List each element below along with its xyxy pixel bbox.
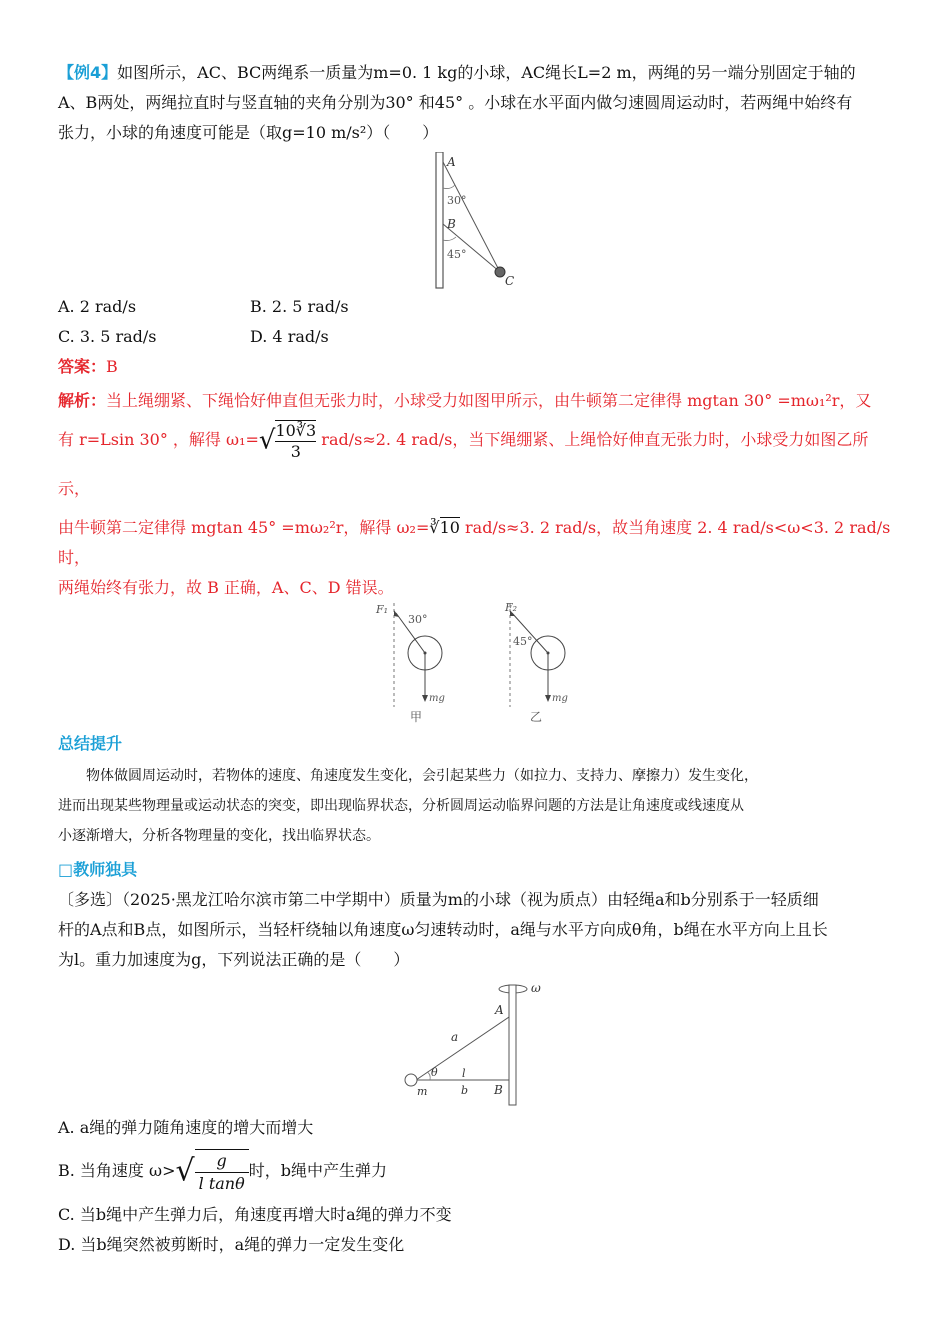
force-diagram-svg [58, 603, 898, 725]
analysis-line-1: 解析：当上绳绷紧、下绳恰好伸直但无张力时，小球受力如图甲所示，由牛顿第二定律得 mgtan 30° =mω₁²r，又 [58, 391, 872, 410]
teacher-option-c: C. 当b绳中产生弹力后，角速度再增大时a绳的弹力不变 [58, 1204, 452, 1224]
force-diagram-left [375, 603, 445, 724]
rod-ball-diagram [58, 152, 898, 292]
option-a: A. 2 rad/s [58, 297, 137, 316]
option-b: B. 2. 5 rad/s [250, 297, 349, 316]
answer-line: 答案：B [58, 357, 118, 376]
svg-text:F₁: F₁ [376, 602, 389, 616]
svg-text:乙: 乙 [530, 709, 543, 724]
summary-line-3: 小逐渐增大，分析各物理量的变化，找出临界状态。 [58, 827, 380, 844]
teacher-option-d: D. 当b绳突然被剪断时，a绳的弹力一定发生变化 [58, 1234, 405, 1254]
svg-text:A: A [495, 1002, 504, 1017]
label-B: B [447, 217, 456, 231]
example-tag: 【例4】 [58, 63, 118, 82]
options-row-1 [58, 292, 898, 322]
summary-line-1: 物体做圆周运动时，若物体的速度、角速度发生变化，会引起某些力（如拉力、支持力、摩擦力）发生变化， [86, 767, 758, 784]
example-figure [58, 152, 898, 292]
teacher-option-b: B. 当角速度 ω>√ $\frac{g}{\text{l tanθ}}$ 时，b绳中产生弹力 [58, 1143, 898, 1200]
svg-text:l: l [462, 1066, 466, 1080]
svg-text:甲: 甲 [410, 709, 423, 724]
svg-text:ω: ω [531, 980, 541, 995]
analysis-line-3: 由牛顿第二定律得 mgtan 45° =mω₂²r，解得 ω₂=∛10 rad/s≈3. 2 rad/s，故当角速度 2. 4 rad/s<ω<3. 2 rad/s 时， [58, 517, 891, 567]
cube-root-1: √ $\frac{10∛3}{3}$ [258, 420, 317, 461]
options-row-2 [58, 322, 898, 352]
analysis-line-2: 有 r=Lsin 30° ，解得 ω₁=√ $\frac{10∛3}{3}$ rad/s≈2. 4 rad/s，当下绳绷紧、上绳恰好伸直无张力时，小球受力如图乙所示， [58, 416, 898, 513]
svg-text:mg: mg [429, 692, 445, 704]
option-d: D. 4 rad/s [250, 327, 329, 346]
label-C: C [505, 274, 515, 288]
svg-text:m: m [417, 1084, 428, 1098]
svg-text:B: B [494, 1082, 503, 1097]
label-45deg: 45° [447, 248, 467, 261]
svg-text:30°: 30° [408, 612, 428, 626]
svg-text:θ: θ [431, 1065, 438, 1079]
sqrt-expression: √ $\frac{g}{\text{l tanθ}}$ [175, 1143, 248, 1200]
teacher-line-1: 〔多选〕（2025·黑龙江哈尔滨市第二中学期中）质量为m的小球（视为质点）由轻绳a和b分别系于一轻质细 [58, 889, 819, 909]
teacher-figure [58, 979, 898, 1111]
svg-text:b: b [461, 1083, 469, 1097]
label-A: A [447, 155, 456, 169]
teacher-option-a: A. a绳的弹力随角速度的增大而增大 [58, 1117, 314, 1137]
example-line-3: 张力，小球的角速度可能是（取g=10 m/s²）（ ） [58, 123, 439, 142]
summary-line-2: 进而出现某些物理量或运动状态的突变，即出现临界状态，分析圆周运动临界问题的方法是让角速度或线速度从 [58, 797, 744, 814]
svg-text:mg: mg [552, 692, 568, 704]
svg-text:F₂: F₂ [505, 602, 518, 614]
page-content [58, 58, 898, 1260]
answer-value: B [106, 357, 118, 376]
cube-root-2: ∛10 [429, 517, 460, 537]
summary-title: 总结提升 [58, 733, 123, 753]
analysis-line-4: 两绳始终有张力，故 B 正确，A、C、D 错误。 [58, 577, 394, 597]
force-diagram-right [504, 603, 568, 724]
svg-text:45°: 45° [513, 634, 533, 648]
teacher-line-2: 杆的A点和B点，如图所示，当轻杆绕轴以角速度ω匀速转动时，a绳与水平方向成θ角，b绳在水平方向上且长 [58, 919, 828, 939]
label-30deg: 30° [447, 194, 467, 207]
teacher-title: □教师独具 [58, 859, 138, 879]
example-line-1: 【例4】如图所示，AC、BC两绳系一质量为m=0. 1 kg的小球，AC绳长L=2 m，两绳的另一端分别固定于轴的 [58, 63, 856, 82]
force-diagrams [58, 603, 898, 725]
option-c: C. 3. 5 rad/s [58, 327, 157, 346]
svg-text:a: a [451, 1029, 459, 1044]
teacher-line-3: 为l。重力加速度为g，下列说法正确的是（ ） [58, 949, 410, 969]
rotating-rod-diagram [58, 979, 898, 1111]
example-line-2: A、B两处，两绳拉直时与竖直轴的夹角分别为30° 和45° 。小球在水平面内做匀速圆周运动时，若两绳中始终有 [58, 93, 853, 112]
